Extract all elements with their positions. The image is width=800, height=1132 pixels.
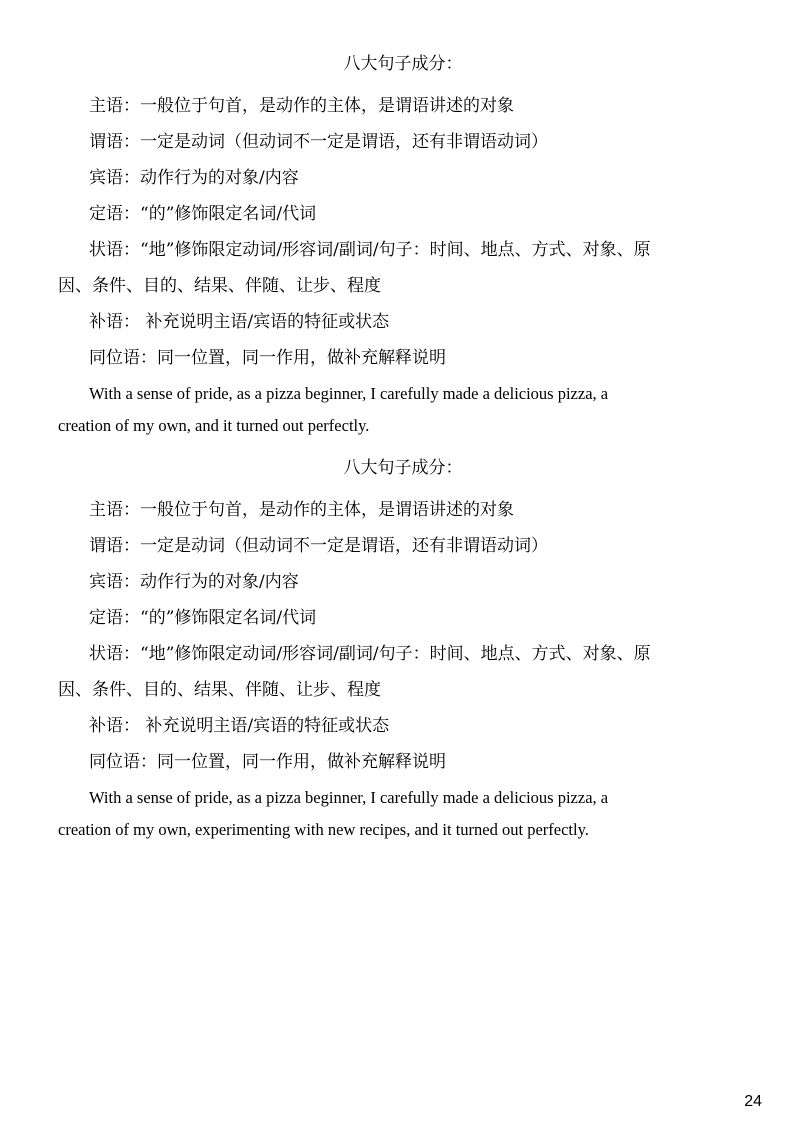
- appositive-definition: 同位语：同一位置，同一作用，做补充解释说明: [89, 752, 446, 772]
- adverbial-definition-continued: 因、条件、目的、结果、伴随、让步、程度: [58, 276, 381, 296]
- object-definition: 宾语：动作行为的对象/内容: [89, 168, 299, 188]
- example-sentence: [58, 378, 748, 442]
- example-sentence-line-2: creation of my own, and it turned out perfectly.: [58, 416, 370, 435]
- example-sentence-line-1: With a sense of pride, as a pizza beginner, I carefully made a delicious pizza, a: [89, 788, 609, 807]
- appositive-definition: 同位语：同一位置，同一作用，做补充解释说明: [89, 348, 446, 368]
- predicate-definition: 谓语：一定是动词（但动词不一定是谓语，还有非谓语动词）: [89, 536, 548, 556]
- example-sentence-line-1: With a sense of pride, as a pizza beginner, I carefully made a delicious pizza, a: [89, 384, 609, 403]
- complement-definition: 补语： 补充说明主语/宾语的特征或状态: [89, 716, 390, 736]
- sentence-components-section-1: [58, 52, 748, 442]
- subject-definition: 主语：一般位于句首，是动作的主体，是谓语讲述的对象: [89, 96, 514, 116]
- section-title: 八大句子成分：: [343, 54, 463, 74]
- object-definition: 宾语：动作行为的对象/内容: [89, 572, 299, 592]
- adverbial-definition: 状语：“地”修饰限定动词/形容词/副词/句子：时间、地点、方式、对象、原: [89, 644, 651, 664]
- predicate-definition: 谓语：一定是动词（但动词不一定是谓语，还有非谓语动词）: [89, 132, 548, 152]
- adverbial-definition: 状语：“地”修饰限定动词/形容词/副词/句子：时间、地点、方式、对象、原: [89, 240, 651, 260]
- example-sentence-line-2: creation of my own, experimenting with new recipes, and it turned out perfectly.: [58, 820, 589, 839]
- example-sentence: [58, 782, 748, 846]
- section-title: 八大句子成分：: [343, 458, 463, 478]
- sentence-components-section-2: [58, 456, 748, 846]
- page-number: 24: [744, 1093, 762, 1110]
- attribute-definition: 定语：“的”修饰限定名词/代词: [89, 608, 317, 628]
- subject-definition: 主语：一般位于句首，是动作的主体，是谓语讲述的对象: [89, 500, 514, 520]
- adverbial-definition-continued: 因、条件、目的、结果、伴随、让步、程度: [58, 680, 381, 700]
- attribute-definition: 定语：“的”修饰限定名词/代词: [89, 204, 317, 224]
- complement-definition: 补语： 补充说明主语/宾语的特征或状态: [89, 312, 390, 332]
